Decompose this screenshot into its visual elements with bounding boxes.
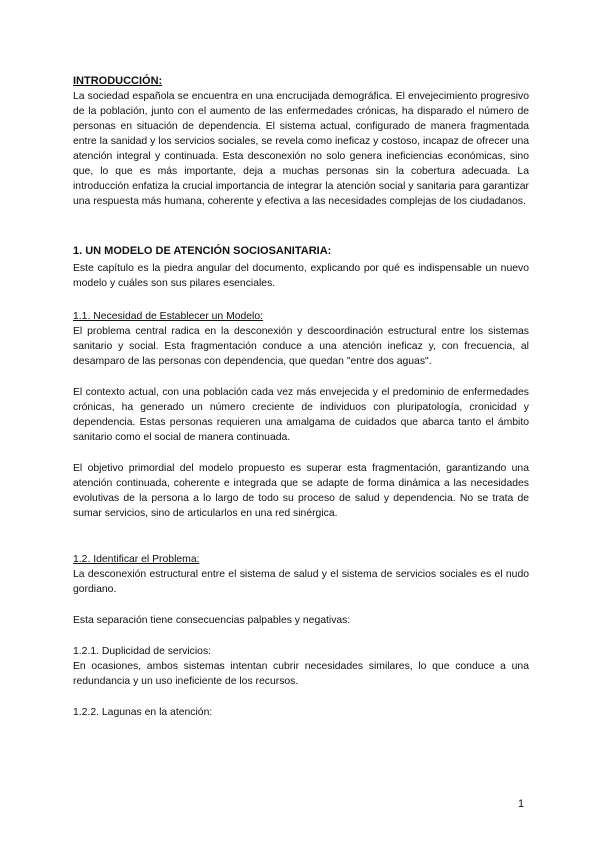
subsection-1-1-paragraph-2: El contexto actual, con una población cada vez más envejecida y el predominio de enfermedades crónicas, ha generado un número creciente de individuos con pluripatología, cronicidad y dependencia. Estas personas requieren una amalgama de cuidados que abarca tanto el ámbito sanitario como el social de manera continuada. bbox=[73, 387, 529, 443]
subsection-1-2-heading: 1.2. Identificar el Problema: bbox=[73, 554, 200, 565]
page-number: 1 bbox=[518, 798, 525, 810]
subsection-1-2-2-heading: 1.2.2. Lagunas en la atención: bbox=[73, 707, 213, 718]
subsection-1-1-heading: 1.1. Necesidad de Establecer un Modelo: bbox=[73, 311, 264, 322]
section-1-paragraph: Este capítulo es la piedra angular del documento, explicando por qué es indispensable un nuevo modelo y cuáles son sus pilares esenciales. bbox=[73, 263, 529, 289]
subsection-1-1-paragraph-3: El objetivo primordial del modelo propuesto es superar esta fragmentación, garantizando una atención continuada, coherente e integrada que se adapte de forma dinámica a las necesidades evolutivas de la persona a lo largo de todo su proceso de salud y dependencia. No se trata de sumar servicios, sino de articularlos en una red sinérgica. bbox=[73, 463, 529, 519]
subsection-1-2-paragraph-1: La desconexión estructural entre el sistema de salud y el sistema de servicios sociales es el nudo gordiano. bbox=[73, 569, 529, 595]
document-page bbox=[73, 74, 529, 720]
intro-heading: INTRODUCCIÓN: bbox=[73, 75, 163, 87]
subsection-1-2-paragraph-2: Esta separación tiene consecuencias palpables y negativas: bbox=[73, 615, 351, 626]
subsection-1-1-paragraph-1: El problema central radica en la desconexión y descoordinación estructural entre los sistemas sanitario y social. Esta fragmentación conduce a una atención ineficaz y, con frecuencia, al desamparo de las personas con dependencia, que quedan "entre dos aguas". bbox=[73, 326, 529, 367]
subsection-1-2-1-paragraph: En ocasiones, ambos sistemas intentan cubrir necesidades similares, lo que conduce a una redundancia y un uso ineficiente de los recursos. bbox=[73, 661, 529, 687]
section-1-heading: 1. UN MODELO DE ATENCIÓN SOCIOSANITARIA: bbox=[73, 245, 332, 257]
subsection-1-2-1-heading: 1.2.1. Duplicidad de servicios: bbox=[73, 646, 212, 657]
intro-paragraph: La sociedad española se encuentra en una encrucijada demográfica. El envejecimiento progresivo de la población, junto con el aumento de las enfermedades crónicas, ha disparado el número de personas en situación de dependencia. El sistema actual, configurado de manera fragmentada entre la sanidad y los servicios sociales, se revela como ineficaz y costoso, incapaz de ofrecer una atención integral y continuada. Esta desconexión no solo genera ineficiencias económicas, sino que, lo que es más importante, deja a muchas personas sin la cobertura adecuada. La introducción enfatiza la crucial importancia de integrar la atención social y sanitaria para garantizar una respuesta más humana, coherente y efectiva a las necesidades complejas de los ciudadanos. bbox=[73, 91, 529, 207]
